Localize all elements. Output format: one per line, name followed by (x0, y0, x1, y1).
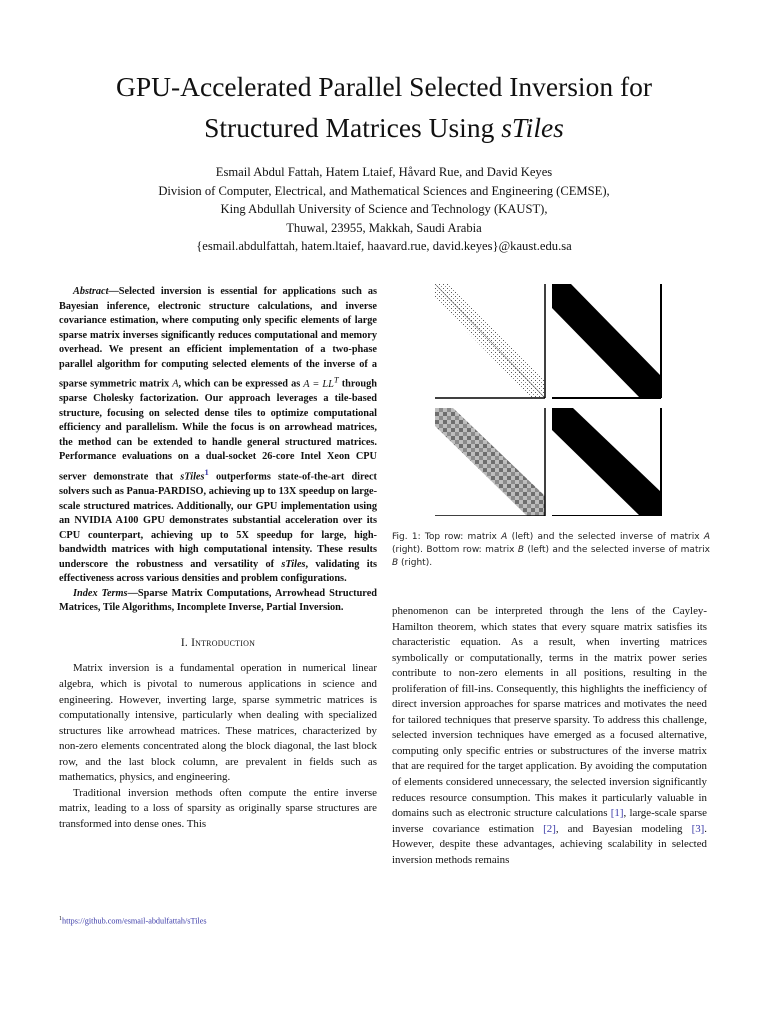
matrix-b-panel (435, 408, 545, 516)
selected-inverse-b-panel (552, 408, 663, 516)
figure-caption: Fig. 1: Top row: matrix A (left) and the selected inverse of matrix A (right). Bottom row: matrix B (left) and the selected inverse of matrix B (right). (392, 532, 711, 568)
title-line-2: Structured Matrices Using sTiles (204, 112, 564, 143)
author-names: Esmail Abdul Fattah, Hatem Ltaief, Håvard Rue, and David Keyes (215, 165, 553, 179)
author-emails: {esmail.abdulfattah, hatem.ltaief, haavard.rue, david.keyes}@kaust.edu.sa (196, 239, 572, 254)
right-paragraph: phenomenon can be interpreted through the lens of the Cayley-Hamilton theorem, which states that every square matrix satisfies its characteristic equation. As a result, when inverting matrices symbolically or computationally, terms in the matrix power series contribute to non-zero elements in all positions, resulting in the proliferation of fill-ins. Consequently, this highlights the inefficiency of direct inversion approaches for sparse matrices and motivates the need for tailored techniques that preserve sparsity. To address this challenge, selected inversion techniques have emerged as a focused alternative, computing only specific entries or substructures of the inverse matrix that are required for the target application. By avoiding the computation of elements considered unnecessary, the selected inversion significantly reduces resource consumption. This makes it particularly valuable in domains such as electronic structure calculations [1], large-scale sparse inverse covariance estimation [2], and Bayesian modeling [3]. However, despite these advantages, achieving scalability in selected inversion methods remains (392, 605, 707, 866)
figure-matrices (435, 284, 663, 516)
intro-paragraph-2: Traditional inversion methods often compute the entire inverse matrix, leading to a loss of sparsity as originally sparse structures are transformed into dense ones. This (59, 786, 377, 830)
selected-inverse-a-panel (552, 284, 663, 398)
matrix-a-panel (435, 284, 545, 398)
citation-1[interactable]: [1] (610, 807, 624, 820)
right-column (392, 604, 707, 868)
footnote-link[interactable]: 1 (204, 466, 209, 477)
intro-paragraph-1: Matrix inversion is a fundamental operation in numerical linear algebra, which is pivotal to numerous applications in science and engineering. However, inverting large, sparse symmetric matrices is computationally intensive, particularly when dealing with specialized structures like arrowhead matrices. These matrices, characterized by non-zero elements concentrated along the block diagonal, the last block row, and the last block column, are prevalent in fields such as mathematics, physics, and engineering. (59, 662, 377, 784)
footnote: $^1$https://github.com/esmail-abdulfattah/sTiles (59, 916, 207, 926)
section-heading-introduction: I. Introduction (180, 636, 256, 649)
title-line-1: GPU-Accelerated Parallel Selected Inversion for (115, 71, 653, 102)
author-block (40, 163, 728, 256)
index-terms: Index Terms—Sparse Matrix Computations, Arrowhead Structured Matrices, Tile Algorithms, Incomplete Inverse, Partial Inversion. (59, 587, 377, 614)
left-column (59, 285, 377, 832)
citation-2[interactable]: [2] (543, 822, 556, 835)
author-location: Thuwal, 23955, Makkah, Saudi Arabia (286, 220, 482, 235)
equation: $A = LL^T$ (303, 374, 339, 390)
abstract-lead: Abstract (73, 286, 109, 297)
citation-3[interactable]: [3] (691, 822, 705, 835)
paper-title (40, 66, 728, 148)
footnote-url[interactable]: https://github.com/esmail-abdulfattah/sTiles (62, 916, 207, 926)
author-division: Division of Computer, Electrical, and Mathematical Sciences and Engineering (CEMSE), (158, 183, 610, 198)
author-university: King Abdullah University of Science and Technology (KAUST), (220, 202, 548, 217)
abstract: Abstract—Selected inversion is essential for applications such as Bayesian inference, electronic structure calculations, and inverse covariance estimation, where computing only specific elements of large sparse matrix inverses significantly reduces computational and memory overhead. We present an efficient implementation of a two-phase parallel algorithm for computing selected elements of the inverse of a sparse symmetric matrix A, which can be expressed as $A = LL^T$ through sparse Cholesky factorization. Our approach leverages a tile-based structure, focusing on selected dense tiles to optimize computational efficiency and parallelism. While the focus is on arrowhead matrices, the method can be extended to handle general structured matrices. Performance evaluations on a dual-socket 26-core Intel Xeon CPU server demonstrate that sTiles$^1$ outperforms state-of-the-art direct solvers such as Panua-PARDISO, achieving up to 13X speedup on large-scale structured matrices. Additionally, our GPU implementation using an NVIDIA A100 GPU demonstrates substantial acceleration over its CPU counterpart, achieving up to 5X speedup for large, high-bandwidth matrices with high computational intensity. These results underscore the robustness and versatility of sTiles, validating its effectiveness across various densities and problem configurations. (59, 286, 378, 585)
